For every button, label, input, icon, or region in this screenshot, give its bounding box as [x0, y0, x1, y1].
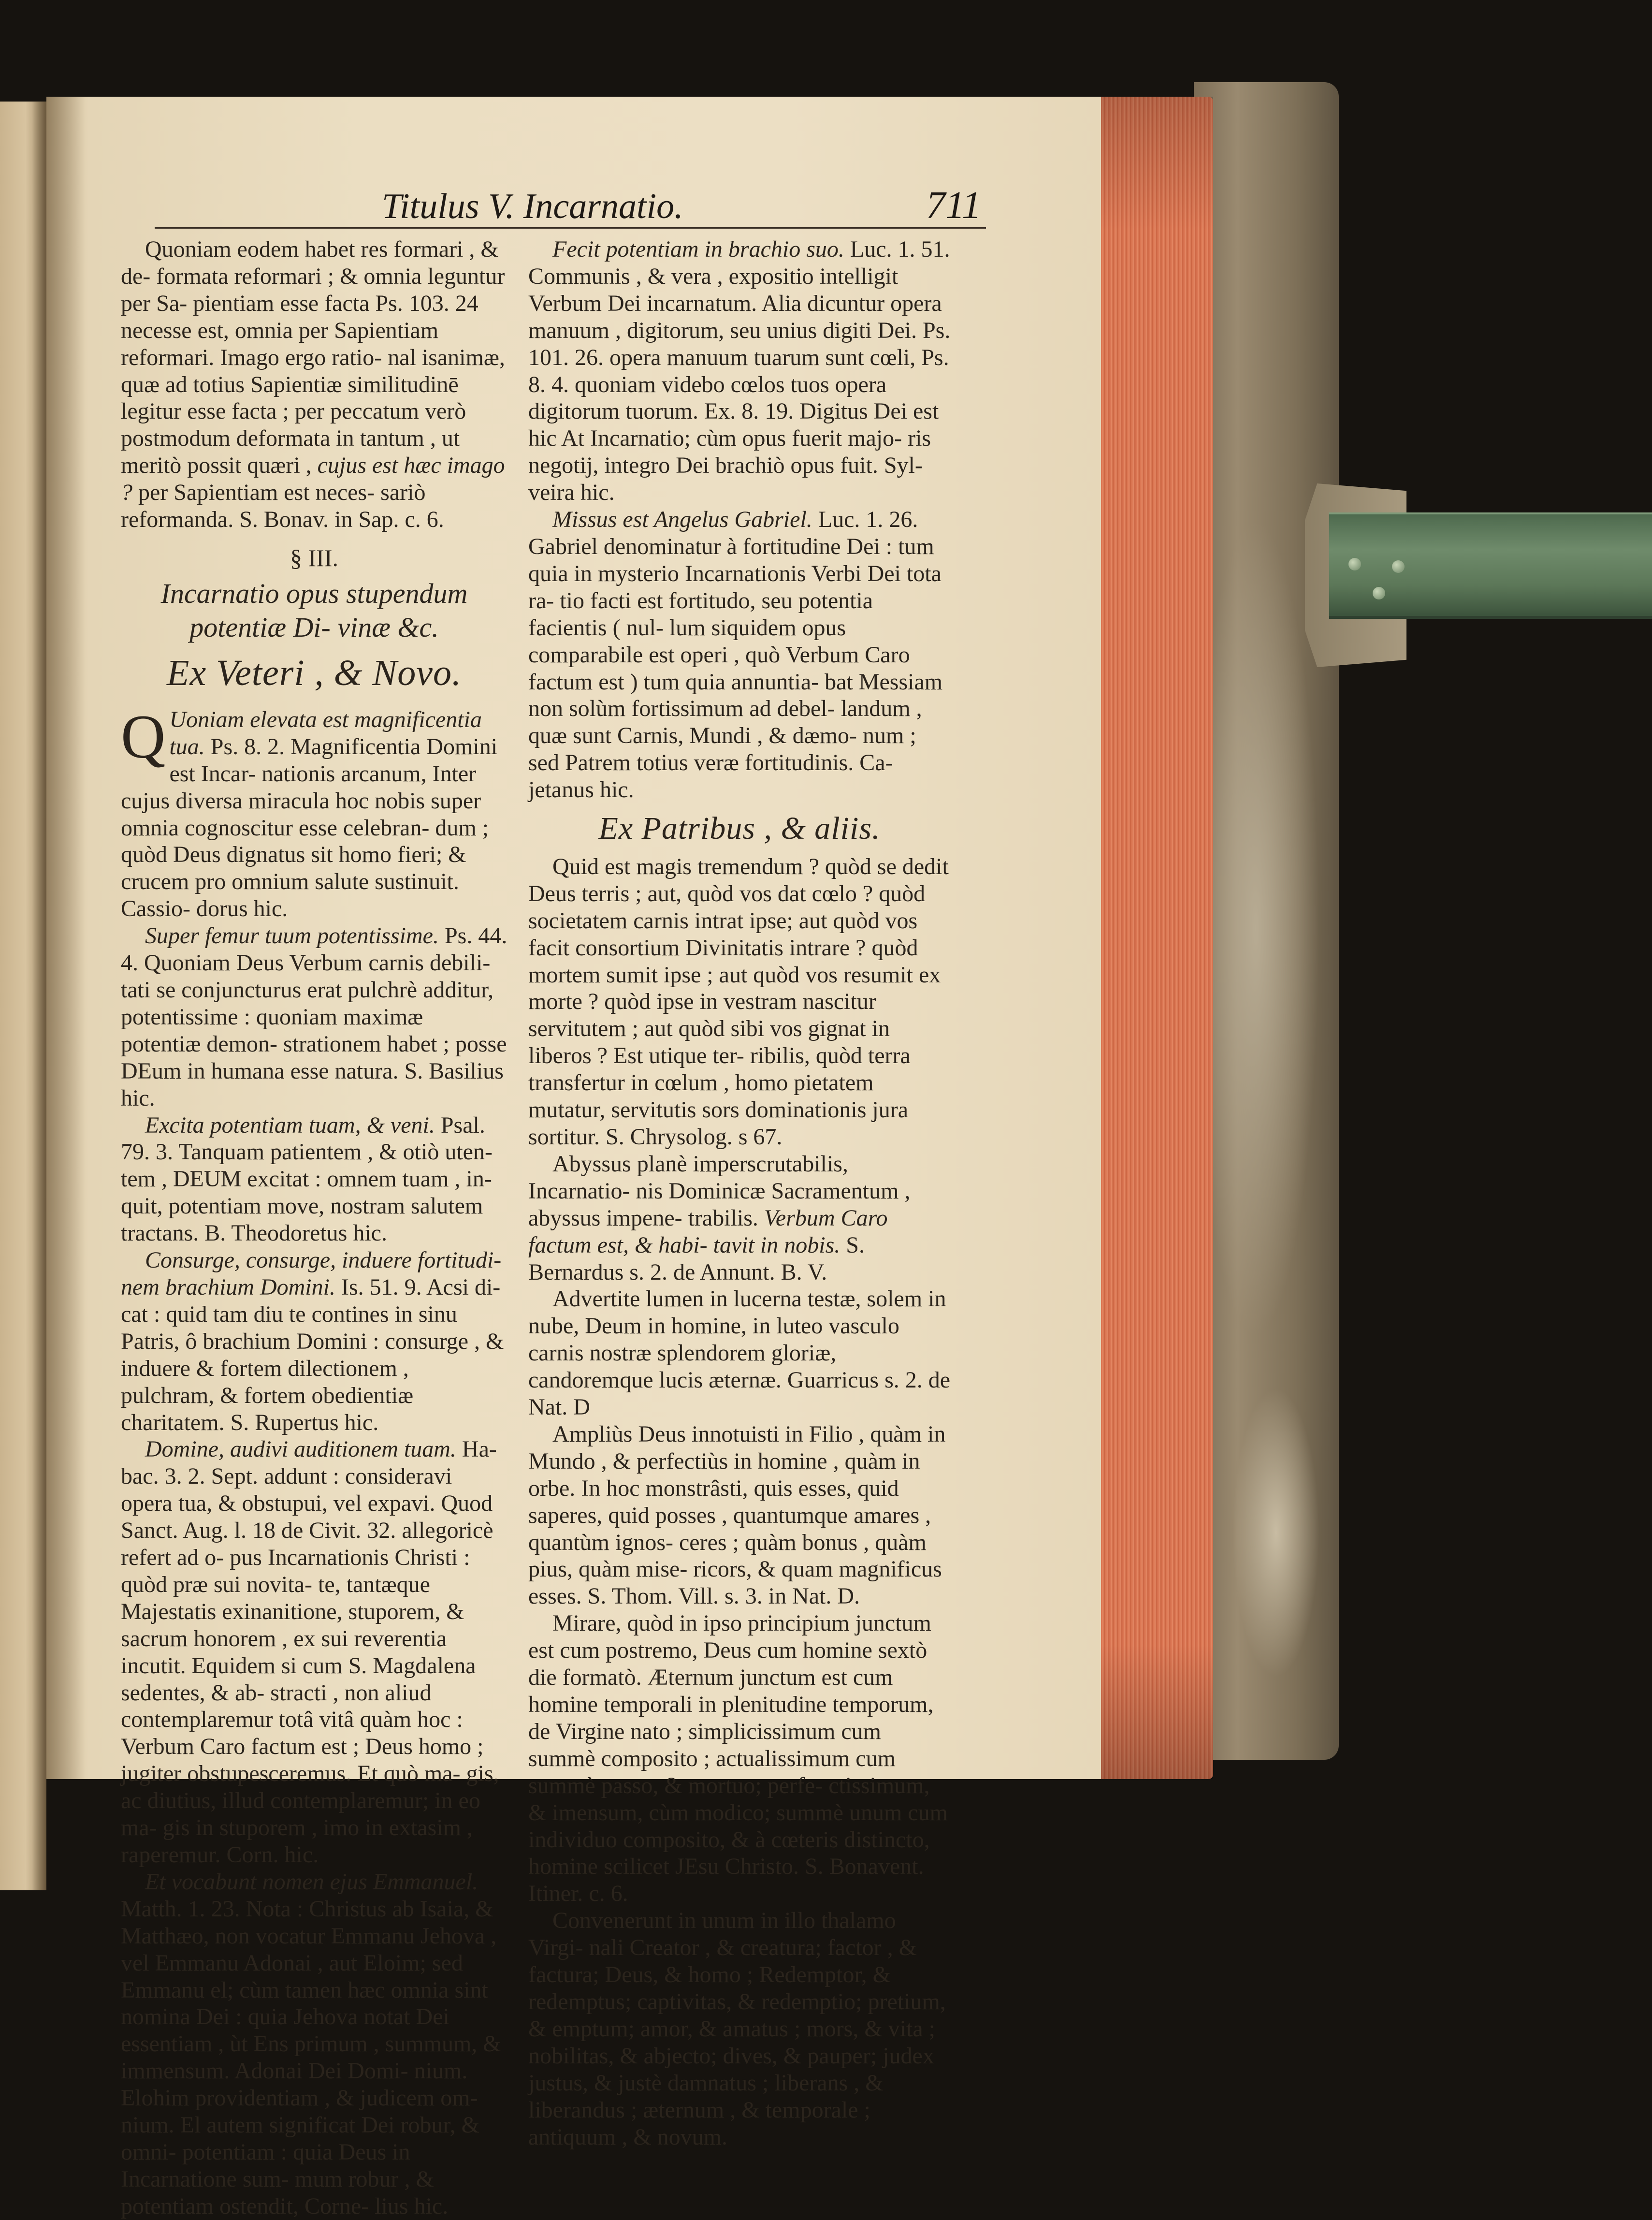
header-rule [155, 227, 986, 229]
cover-wear [1232, 1388, 1319, 1678]
italic-quote: Consurge, consurge, induere fortitudi- nem brachium Domini. [121, 1247, 502, 1300]
subheading: Ex Veteri , & Novo. [167, 653, 462, 694]
paragraph: Convenerunt in unum in illo thalamo Virgi- nali Creator , & creatura; factor , & factura; Deus, & homo ; Redemptor, & redemptus; captivitas, & redemptio; pretium, & emptum; amor, & amatus ; mors, & vita ; nobilitas, & abjecto; dives, & pauper; judex justus, & justè damnatus ; liberans , & liberandus ; æternum , & temporale ; antiquum , & novum. [528, 1908, 946, 2150]
edge-shade [1097, 97, 1213, 1779]
italic-quote: Missus est Angelus Gabriel. [552, 507, 812, 533]
italic-quote: Domine, audivi auditionem tuam. [145, 1436, 456, 1462]
italic-quote: cujus est hæc imago ? [121, 453, 505, 506]
running-title: Titulus V. Incarnatio. [382, 187, 683, 226]
left-column [121, 236, 507, 2220]
right-column [528, 236, 951, 2150]
italic-quote: Verbum Caro factum est, & habi- tavit in nobis. [528, 1205, 888, 1258]
paragraph-text: Luc. 1. 51. Communis , & vera , expositio intelligit Verbum Dei incarnatum. Alia dicuntur opera manuum , digitorum, seu unius digiti Dei. Ps. 101. 26. opera manuum tuarum sunt cœli, Ps. 8. 4. quoniam videbo cœlos tuos opera digitorum tuorum. Ex. 8. 19. Digitus Dei est hic At Incarnatio; cùm opus fuerit majo- ris negotij, integro Dei brachiò opus fuit. Syl- veira hic. [528, 236, 951, 506]
paragraph-text: Psal. 79. 3. Tanquam patientem , & otiò uten- tem , DEUM excitat : omnem tuam , in- quit, potentiam move, nostram salutem tractans. B. Theodoretus hic. [121, 1112, 493, 1246]
paragraph-text: Ps. 44. 4. Quoniam Deus Verbum carnis debili- tati se conjuncturus erat pulchrè additur, potentissime : quoniam maximæ potentiæ demon- strationem habet ; posse DEum in humana esse natura. S. Basilius hic. [121, 923, 507, 1111]
subheading: Ex Patribus , & aliis. [598, 811, 881, 847]
paragraph [121, 702, 507, 922]
paragraph [121, 1247, 507, 1436]
paragraph-text: Quoniam eodem habet res formari , & de- formata reformari ; & omnia leguntur per Sa- pientiam esse facta Ps. 103. 24 necesse est, omnia per Sapientiam reformari. Imago ergo ratio- nal isanimæ, quæ ad totius Sapientiæ similitudinē legitur esse facta ; per peccatum verò postmodum deformata in tantum , ut meritò possit quæri , [121, 236, 505, 479]
paragraph [528, 236, 951, 506]
paragraph [121, 922, 507, 1111]
citation: per Sapientiam est neces- sariò reformanda. S. Bonav. in Sap. c. 6. [121, 480, 444, 533]
paragraph [121, 1436, 507, 1869]
italic-quote: Et vocabunt nomen ejus Emmanuel. [145, 1869, 478, 1895]
paragraph: Advertite lumen in lucerna testæ, solem in nube, Deum in homine, in luteo vasculo carnis nostræ splendorem gloriæ, candoremque lucis æternæ. Guarricus s. 2. de Nat. D [528, 1286, 951, 1420]
spine-shadow [32, 102, 46, 1890]
rivet-icon [1373, 587, 1385, 599]
book-cover-board [1194, 82, 1339, 1760]
citation: S. Bernardus s. 2. de Annunt. B. V. [528, 1232, 865, 1285]
italic-quote: Fecit potentiam in brachio suo. [552, 236, 844, 262]
drop-cap: Q [121, 702, 166, 771]
paragraph: Quid est magis tremendum ? quòd se dedit Deus terris ; aut, quòd vos dat cœlo ? quòd societatem carnis intrat ipse; aut quòd vos facit consortium Divinitatis intrare ? quòd mortem sumit ipse ; aut quòd vos resumit ex morte ? quòd ipse in vestram nascitur servitutem ; aut quòd sibi vos gignat in liberos ? Est utique ter- ribilis, quòd terra transfertur in cœlum , homo pietatem mutatur, servitutis sors dominationis jura sortitur. S. Chrysolog. s 67. [528, 853, 949, 1150]
paragraph-text: Ps. 8. 2. Magnificentia Domini est Incar- nationis arcanum, Inter cujus diversa miracula hoc nobis super omnia cognoscitur esse celebran- dum ; quòd Deus dignatus sit homo fieri; & crucem pro omnium salute sustinuit. Cassio- dorus hic. [121, 733, 498, 922]
paragraph-text: Abyssus planè imperscrutabilis, Incarnatio- nis Dominicæ Sacramentum , abyssus impene- trabilis. [528, 1151, 911, 1231]
left-page-edge [0, 102, 46, 1890]
paragraph [528, 506, 951, 803]
section-number: § III. [290, 544, 338, 571]
paragraph [121, 1112, 507, 1247]
paragraph-text: Is. 51. 9. Acsi di- cat : quid tam diu te contines in sinu Patris, ô brachium Domini : consurge , & induere & fortem dilectionem , pulchram, & fortem obedientiæ charitatem. S. Rupertus hic. [121, 1274, 504, 1435]
italic-quote: Super femur tuum potentissime. [145, 923, 439, 949]
page-gutter [46, 97, 85, 1779]
rivet-icon [1392, 560, 1405, 573]
paragraph [121, 236, 507, 533]
cover-wear [1213, 517, 1319, 1339]
paragraph-text: Ha- bac. 3. 2. Sept. addunt : consideravi opera tua, & obstupui, vel expavi. Quod Sanct. Aug. l. 18 de Civit. 32. allegoricè refert ad o- pus Incarnationis Christi : quòd præ sui novita- te, tantæque Majestatis exinanitione, stuporem, & sacrum honorem , ex sui reverentia incutit. Equidem si cum S. Magdalena sedentes, & ab- stracti , non aliud contemplaremur totâ vitâ quàm hoc : Verbum Caro factum est ; Deus homo ; jugiter obstupesceremus. Et quò ma- gis, ac diutius, illud contemplaremur; in eo ma- gis in stuporem , imo in extasim , raperemur. Corn. hic. [121, 1436, 499, 1868]
page-number: 711 [926, 184, 981, 227]
paragraph [528, 1151, 951, 1286]
paragraph [121, 1869, 507, 2220]
section-title: Incarnatio opus stupendum potentiæ Di- vinæ &c. [160, 578, 468, 643]
paragraph-text: Matth. 1. 23. Nota : Christus ab Isaia, & Matthæo, non vocatur Emmanu Jehova , vel Emmanu Adonai , aut Eloim; sed Emmanu el; cùm tamen hæc omnia sint nomina Dei : quia Jehova notat Dei essentiam , ùt Ens primum , summum, & immensum. Adonai Dei Domi- nium. Elohim providentiam , & judicem om- nium. El autem significat Dei robur, & omni- potentiam : quia Deus in Incarnatione sum- mum robur , & potentiam ostendit, Corne- lius hic. [121, 1896, 501, 2219]
brass-clasp-strap [1329, 512, 1652, 619]
rivet-icon [1348, 558, 1361, 570]
italic-quote: Uoniam elevata est magnificentia tua. [169, 706, 482, 759]
paragraph-text: Luc. 1. 26. Gabriel denominatur à fortitudine Dei : tum quia in mysterio Incarnationis Verbi Dei tota ra- tio facti est fortitudo, seu potentia facientis ( nul- lum siquidem opus comparabile est operi , quò Verbum Caro factum est ) tum quia annuntia- bat Messiam non solùm fortissimum ad debel- landum , quæ sunt Carnis, Mundi , & dæmo- num ; sed Patrem totius veræ fortitudinis. Ca- jetanus hic. [528, 507, 943, 803]
red-page-edges [1097, 97, 1213, 1779]
italic-quote: Excita potentiam tuam, & veni. [145, 1112, 435, 1138]
paragraph: Mirare, quòd in ipso principium junctum est cum postremo, Deus cum homine sextò die formatò. Æternum junctum est cum homine temporali in plenitudine temporum, de Virgine nato ; simplicissimum cum summè composito ; actualissimum cum summè passo, & mortuo; perfe- ctissimum, & imensum, cùm modico; summè unum cum individuo composito, & à cœteris distincto, homine scilicet JEsu Christo. S. Bonavent. Itiner. c. 6. [528, 1610, 948, 1907]
paragraph: Ampliùs Deus innotuisti in Filio , quàm in Mundo , & perfectiùs in homine , quàm in orbe. In hoc monstrâsti, quis esses, quid saperes, quid posses , quantumque amares , quantùm ignos- ceres ; quàm bonus , quàm pius, quàm mise- ricors, & quam magnificus esses. S. Thom. Vill. s. 3. in Nat. D. [528, 1421, 946, 1609]
